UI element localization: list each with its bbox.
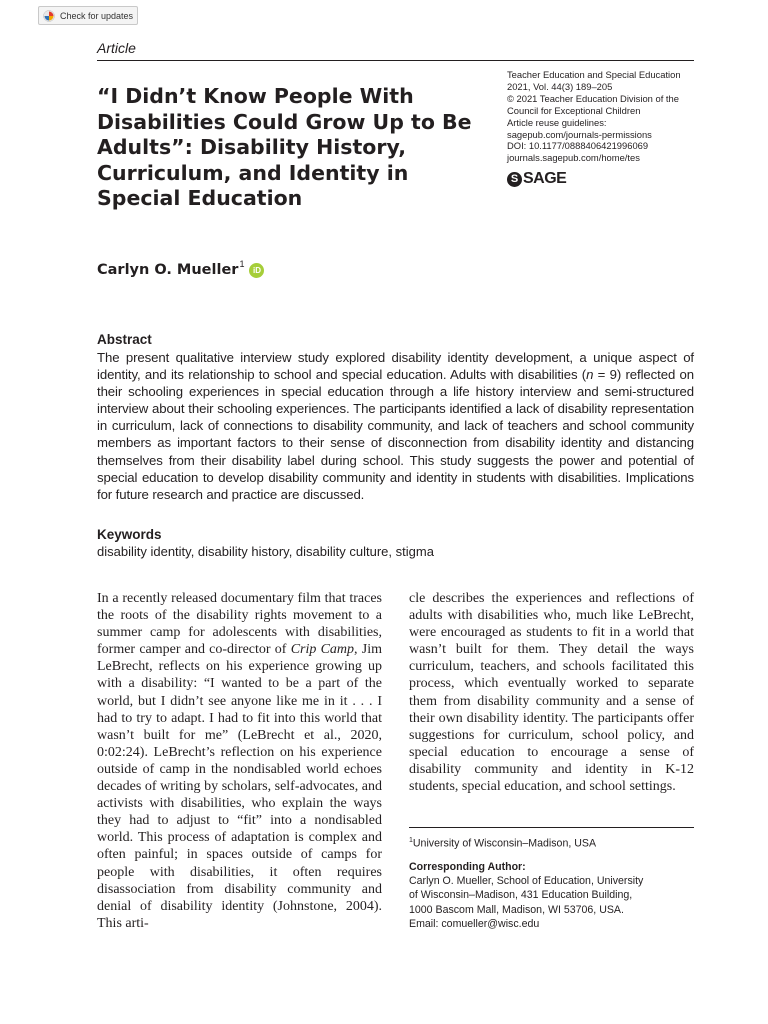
reuse-guidelines-label: Article reuse guidelines: [507,116,607,128]
abstract-n-symbol: n [586,367,594,383]
corresponding-address-line-1: Carlyn O. Mueller, School of Education, University [409,875,644,888]
footnote-divider [409,827,694,828]
author-affiliation-marker: 1 [239,259,245,269]
film-title: Crip Camp [290,642,355,658]
header-divider [97,60,694,61]
keywords-text: disability identity, disability history, disability culture, stigma [97,544,434,559]
abstract-n-value: = 9) [593,367,622,383]
journal-metadata [507,69,707,164]
sage-mark-icon: S [507,172,522,187]
intro-text-part1: In a recently released documentary film that traces the roots of the disability rights movement to a summer camp for adolescents with disabilities, former camper and co-director of [97,591,382,658]
abstract-text-part1: The present qualitative interview study explored disability identity development, a unique aspect of identity, and its relationship to school and special education. Adults with disabilities ( [97,350,694,383]
intro-text-part2: , Jim LeBrecht, reflects on his experience growing up with a disability: “I wanted to be a part of the world, but I didn’t see anyone like me in it . . . I had to try to adapt. I had to fit into this world that wasn’t built for me” (LeBrecht et al., 2020, 0:02:24). LeBrecht’s reflection on his experience outside of camp in the nondisabled world echoes decades of writing by scholars, self-advocates, and activists with disabilities, who explain the ways they had to adjust to “fit” into a nondisabled world. This process of adaptation is complex and often painful; in spaces outside of camps for people with disabilities, it often requires disassociation from disability community and denial of disability identity (Johnstone, 2004). This arti- [97,642,382,931]
body-column-right: cle describes the experiences and reflections of adults with disabilities who, much like LeBrecht, were encouraged as students to fit in a world that wasn’t built for them. They detail the ways curriculum, teachers, and schools facilitated this process, which eventually worked to separate them from disability community and a sense of their own disability identity. The participants offer suggestions for curriculum, school policy, and special education to encourage a sense of disability community and identity in K-12 students, special education, and school settings. [409,591,694,795]
affiliation-text: University of Wisconsin–Madison, USA [412,837,597,850]
abstract-text-part2: reflected on their schooling experiences in special education through a life history interview and semi-structured interview about their schooling experiences. The participants identified a lack of disability representation in curriculum, lack of connections to disability community, and lack of teachers and school community members as important factors to their sense of disconnection from disability identity and distancing themselves from their disability label during school. This study suggests the power and potential of special education to develop disability community and identity in students with disabilities. Implications for future research and practice are discussed. [97,367,694,502]
author-line [97,259,264,278]
keywords-heading: Keywords [97,527,162,542]
corresponding-address-line-2: of Wisconsin–Madison, 431 Education Building, [409,889,633,902]
author-name: Carlyn O. Mueller [97,262,239,278]
sage-logo [507,170,566,188]
permissions-link[interactable]: sagepub.com/journals-permissions [507,128,652,140]
corresponding-email-link[interactable]: Email: comueller@wisc.edu [409,917,540,930]
journal-homepage-link[interactable]: journals.sagepub.com/home/tes [507,152,640,164]
body-column-left [97,590,382,932]
corresponding-author-block [409,860,694,931]
affiliation-footnote [409,837,596,850]
update-check-icon [43,10,55,22]
doi-link[interactable]: DOI: 10.1177/0888406421996069 [507,140,649,152]
paper-title: “I Didn’t Know People With Disabilities Could Grow Up to Be Adults”: Disability History, Curriculum, and Identity in Special Education [97,84,472,210]
copyright-line-1: © 2021 Teacher Education Division of the [507,92,679,104]
journal-volume: 2021, Vol. 44(3) 189–205 [507,80,613,92]
check-for-updates-button[interactable] [38,6,138,25]
journal-name: Teacher Education and Special Education [507,69,681,80]
abstract-text [97,349,694,503]
sage-wordmark: SAGE [523,170,567,187]
orcid-icon[interactable]: iD [249,263,264,278]
copyright-line-2: Council for Exceptional Children [507,104,641,116]
check-for-updates-label: Check for updates [60,10,134,21]
abstract-heading: Abstract [97,332,152,347]
corresponding-address-line-3: 1000 Bascom Mall, Madison, WI 53706, USA. [409,903,624,916]
corresponding-author-heading: Corresponding Author: [409,861,526,873]
article-type-label: Article [97,40,136,56]
affiliation-marker: 1 [409,837,413,844]
